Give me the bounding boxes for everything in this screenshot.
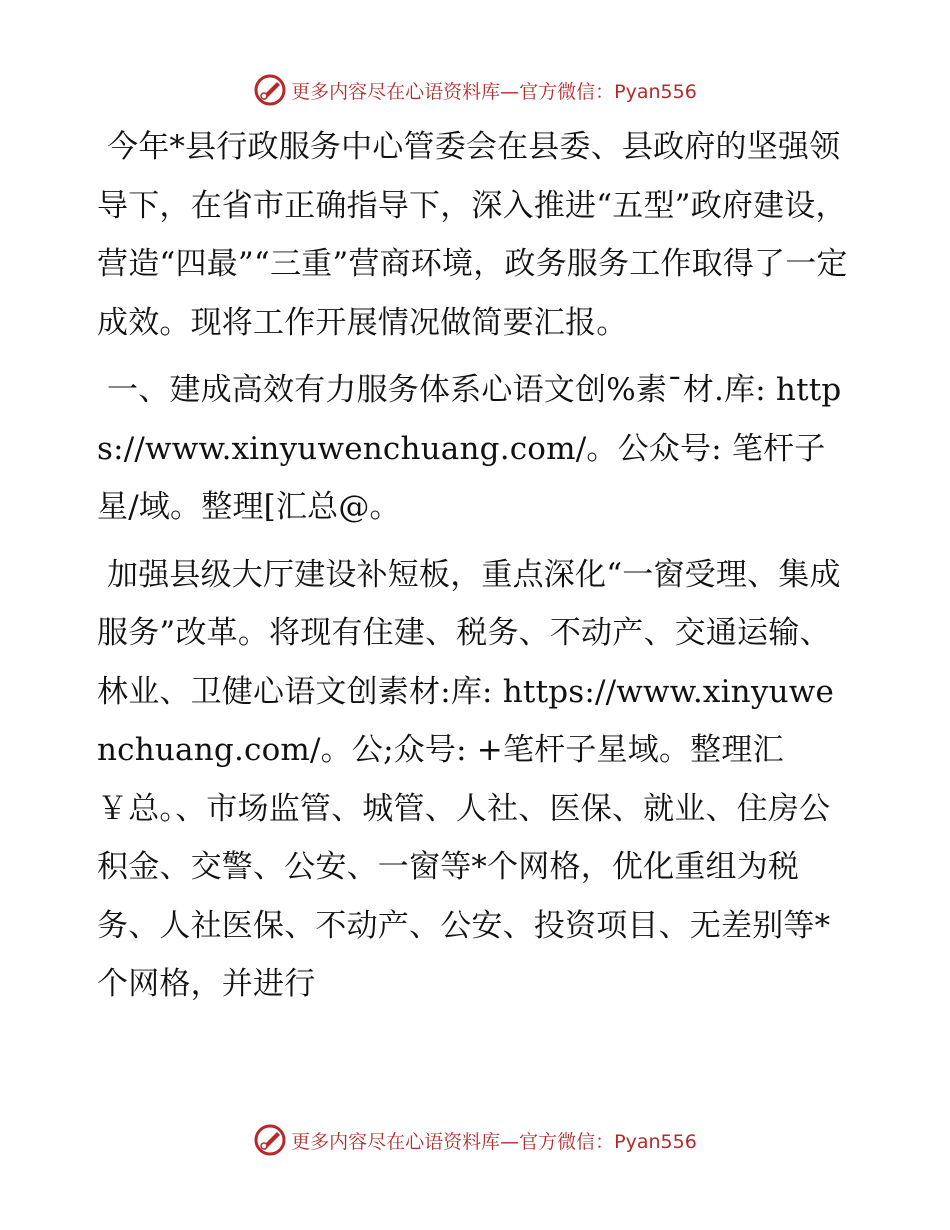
footer-banner-text: 更多内容尽在心语资料库—官方微信：Pyan556 [291, 1130, 697, 1153]
brand-logo-icon [253, 73, 287, 107]
footer-watermark-banner [0, 1120, 950, 1160]
header-watermark-banner [0, 70, 950, 110]
document-body [97, 118, 852, 1023]
brand-logo-icon [253, 1123, 287, 1157]
paragraph-intro: 今年*县行政服务中心管委会在县委、县政府的坚强领导下，在省市正确指导下，深入推进“五型”政府建设，营造“四最”“三重”营商环境，政务服务工作取得了一定成效。现将工作开展情况做简要汇报。 [97, 129, 848, 341]
paragraph-hall-construction: 加强县级大厅建设补短板，重点深化“一窗受理、集成服务”改革。将现有住建、税务、不动产、交通运输、林业、卫健心语文创素材:库: https://www.xinyuwenchuang.com/。公;众号: +笔杆子星域。整理汇￥总。、市场监管、城管、人社、医保、就业、住房公积金、交警、公安、一窗等*个网格，优化重组为税务、人社医保、不动产、公安、投资项目、无差别等*个网格，并进行 [97, 556, 841, 1002]
paragraph-section-one-heading: 一、建成高效有力服务体系心语文创%素¯材.库: https://www.xinyuwenchuang.com/。公众号: 笔杆子星/域。整理[汇总@。 [97, 372, 842, 525]
header-banner-text: 更多内容尽在心语资料库—官方微信：Pyan556 [291, 80, 697, 103]
